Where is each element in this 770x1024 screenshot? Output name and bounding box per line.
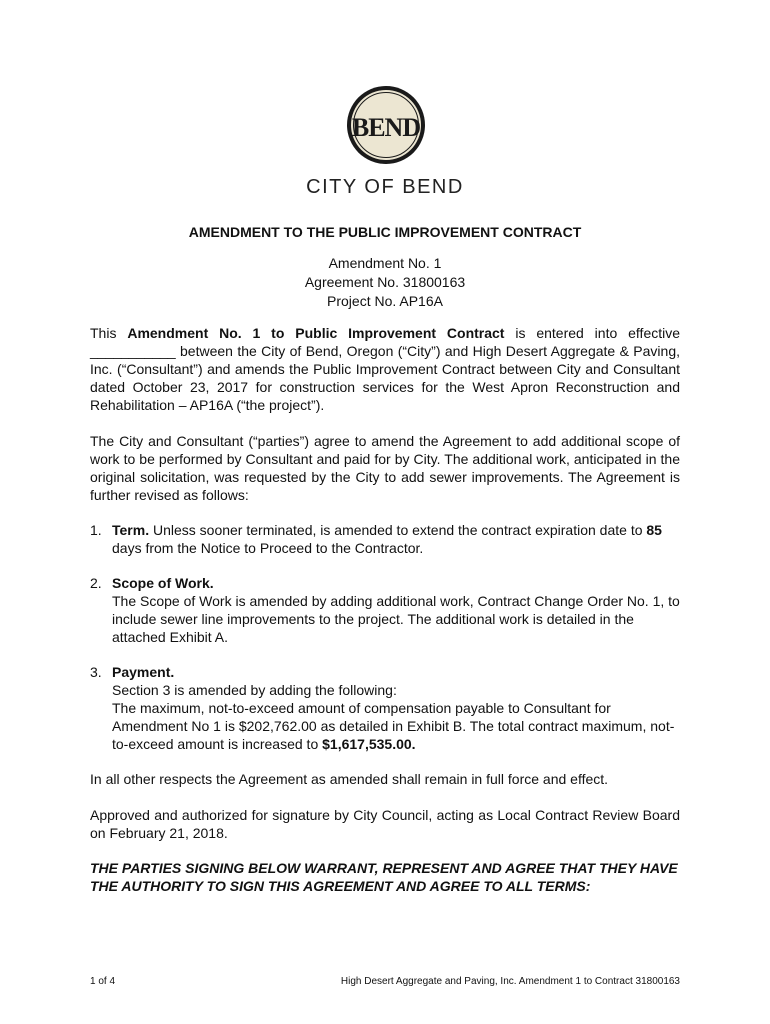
item-text: The maximum, not-to-exceed amount of compensation payable to Consultant for Amendment No 1 is $202,762.00 as detailed in Exhibit B. The total contract maximum, not-to-exceed amount is increased to	[112, 700, 675, 752]
document-title: AMENDMENT TO THE PUBLIC IMPROVEMENT CONTRACT	[188, 224, 582, 240]
item-bold-value: 85	[646, 522, 662, 538]
page-number: 1 of 4	[90, 976, 116, 987]
warrant-statement: THE PARTIES SIGNING BELOW WARRANT, REPRESENT AND AGREE THAT THEY HAVE THE AUTHORITY TO SIGN THIS AGREEMENT AND AGREE TO ALL TERMS:	[90, 860, 678, 894]
item-number: 2.	[90, 575, 102, 591]
city-wordmark: CITY OF BEND	[306, 176, 464, 198]
item-bold-value: $1,617,535.00.	[322, 736, 416, 752]
amendment-number: Amendment No. 1	[328, 255, 442, 271]
svg-text:BEND: BEND	[351, 113, 421, 142]
item-heading: Scope of Work.	[112, 575, 214, 591]
item-number: 3.	[90, 664, 102, 680]
item-text: The Scope of Work is amended by adding additional work, Contract Change Order No. 1, to include sewer line improvements to the project. The additional work is detailed in the attached Exhibit A.	[112, 593, 680, 645]
intro-prefix: This	[90, 325, 128, 341]
city-seal-logo	[345, 84, 427, 166]
item-text: Unless sooner terminated, is amended to extend the contract expiration date to	[149, 522, 647, 538]
footer-reference: High Desert Aggregate and Paving, Inc. Amendment 1 to Contract 31800163	[340, 976, 680, 987]
closing-paragraph: In all other respects the Agreement as amended shall remain in full force and effect.	[90, 771, 609, 787]
project-number: Project No. AP16A	[327, 293, 443, 309]
parties-paragraph: The City and Consultant (“parties”) agree to amend the Agreement to add additional scope of work to be performed by Consultant and paid for by City. The additional work, anticipated in the original solicitation, was requested by the City to add sewer improvements. The Agreement is further revised as follows:	[90, 433, 680, 503]
intro-paragraph	[90, 324, 680, 414]
intro-bold: Amendment No. 1 to Public Improvement Contract	[127, 325, 505, 341]
item-heading: Payment.	[112, 664, 175, 680]
agreement-number: Agreement No. 31800163	[304, 274, 466, 290]
item-heading: Term.	[112, 522, 150, 538]
item-number: 1.	[90, 522, 102, 538]
approval-paragraph: Approved and authorized for signature by City Council, acting as Local Contract Review Board on February 21, 2018.	[90, 807, 680, 841]
item-line: Section 3 is amended by adding the following:	[112, 682, 397, 698]
item-text-end: days from the Notice to Proceed to the Contractor.	[112, 540, 424, 556]
intro-rest: is entered into effective ___________ between the City of Bend, Oregon (“City”) and High Desert Aggregate & Paving, Inc. (“Consultant”) and amends the Public Improvement Contract between City and Consultant dated October 23, 2017 for construction services for the West Apron Reconstruction and Rehabilitation – AP16A (“the project”).	[90, 325, 681, 413]
